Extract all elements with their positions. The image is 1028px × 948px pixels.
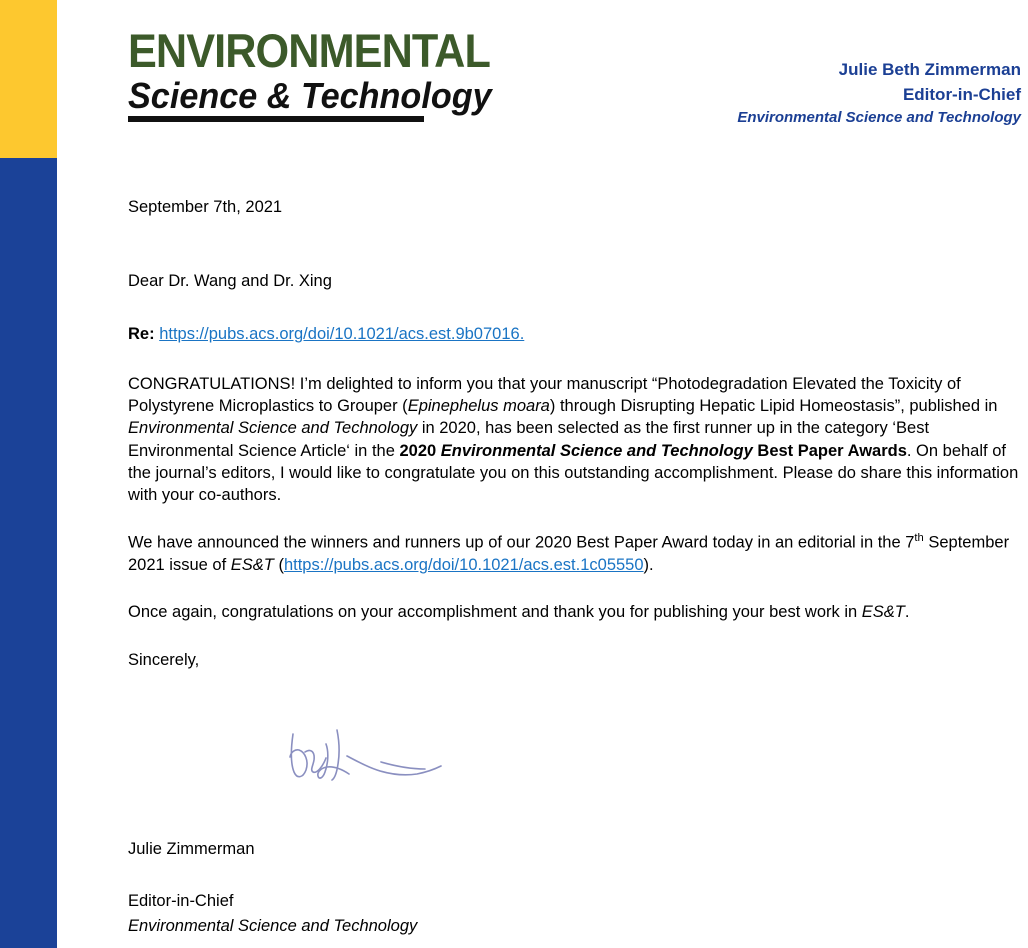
editor-name: Julie Beth Zimmerman	[838, 60, 1021, 79]
paragraph-closing	[128, 601, 1023, 623]
p1-award-year: 2020	[399, 441, 441, 460]
p1-segment-5: in 2020, has been selected as the first runner up in the category ‘Best Environmental Science Article‘ in the	[128, 419, 930, 460]
letter-body	[128, 196, 1023, 671]
editor-contact-block	[737, 58, 1021, 129]
paragraph-congratulations	[128, 373, 1023, 507]
p1-segment-1: CONGRATULATIONS! I’m delighted to inform you that your manuscript “Photodegradation Elevated the Toxicity of Polystyrene Microplastics to Grouper (	[128, 374, 961, 416]
p3-journal-abbrev: ES&T	[861, 603, 905, 622]
p1-segment-3: ) through Disrupting Hepatic Lipid Homeostasis”, published in	[549, 397, 998, 416]
p2-ordinal-suffix: th	[914, 532, 924, 545]
logo-underline	[128, 116, 424, 122]
signature-image	[285, 722, 475, 792]
p2-segment-5: ).	[643, 556, 654, 575]
sidebar-accent-yellow	[0, 0, 57, 158]
p1-journal-name: Environmental Science and Technology	[128, 419, 418, 438]
logo-line-science-technology: Science & Technology	[128, 75, 492, 116]
p3-segment-3: .	[904, 603, 910, 622]
editorial-doi-link[interactable]: https://pubs.acs.org/doi/10.1021/acs.est.1c05550	[283, 556, 644, 575]
p2-journal-abbrev: ES&T	[230, 556, 274, 575]
letter-sincerely: Sincerely,	[128, 650, 200, 669]
reference-label: Re:	[128, 324, 155, 343]
signoff-name: Julie Zimmerman	[128, 840, 255, 858]
letter-reference-line	[128, 323, 1023, 345]
p2-segment-4: (	[273, 556, 284, 575]
p1-segment-9: . On behalf of the journal’s editors, I would like to congratulate you on this outstanding accomplishment. Please do share this information with your co-authors.	[128, 441, 1019, 505]
p1-species-name: Epinephelus moara	[407, 397, 550, 416]
p2-segment-1: We have announced the winners and runners up of our 2020 Best Paper Award today in an editorial in the 7	[128, 533, 915, 552]
p1-award-journal: Environmental Science and Technology	[440, 441, 753, 460]
paragraph-announcement	[128, 531, 1023, 576]
letter-signoff	[128, 838, 417, 937]
logo-line-environmental: ENVIRONMENTAL	[128, 24, 490, 77]
letterhead	[57, 0, 1028, 160]
signoff-role: Editor-in-Chief	[128, 892, 234, 911]
journal-logo	[128, 24, 492, 145]
manuscript-doi-link[interactable]: https://pubs.acs.org/doi/10.1021/acs.est.9b07016.	[159, 324, 525, 343]
p3-segment-1: Once again, congratulations on your accomplishment and thank you for publishing your best work in	[128, 603, 862, 622]
letter-date: September 7th, 2021	[128, 198, 283, 216]
letter-salutation: Dear Dr. Wang and Dr. Xing	[128, 272, 332, 291]
editor-title: Editor-in-Chief	[902, 84, 1021, 104]
signoff-journal: Environmental Science and Technology	[128, 916, 418, 935]
p2-segment-2: September 2021 issue of	[128, 533, 1010, 575]
editor-journal: Environmental Science and Technology	[737, 109, 1021, 127]
p1-award-name: Best Paper Awards	[752, 441, 907, 460]
sidebar-accent-blue	[0, 158, 57, 948]
